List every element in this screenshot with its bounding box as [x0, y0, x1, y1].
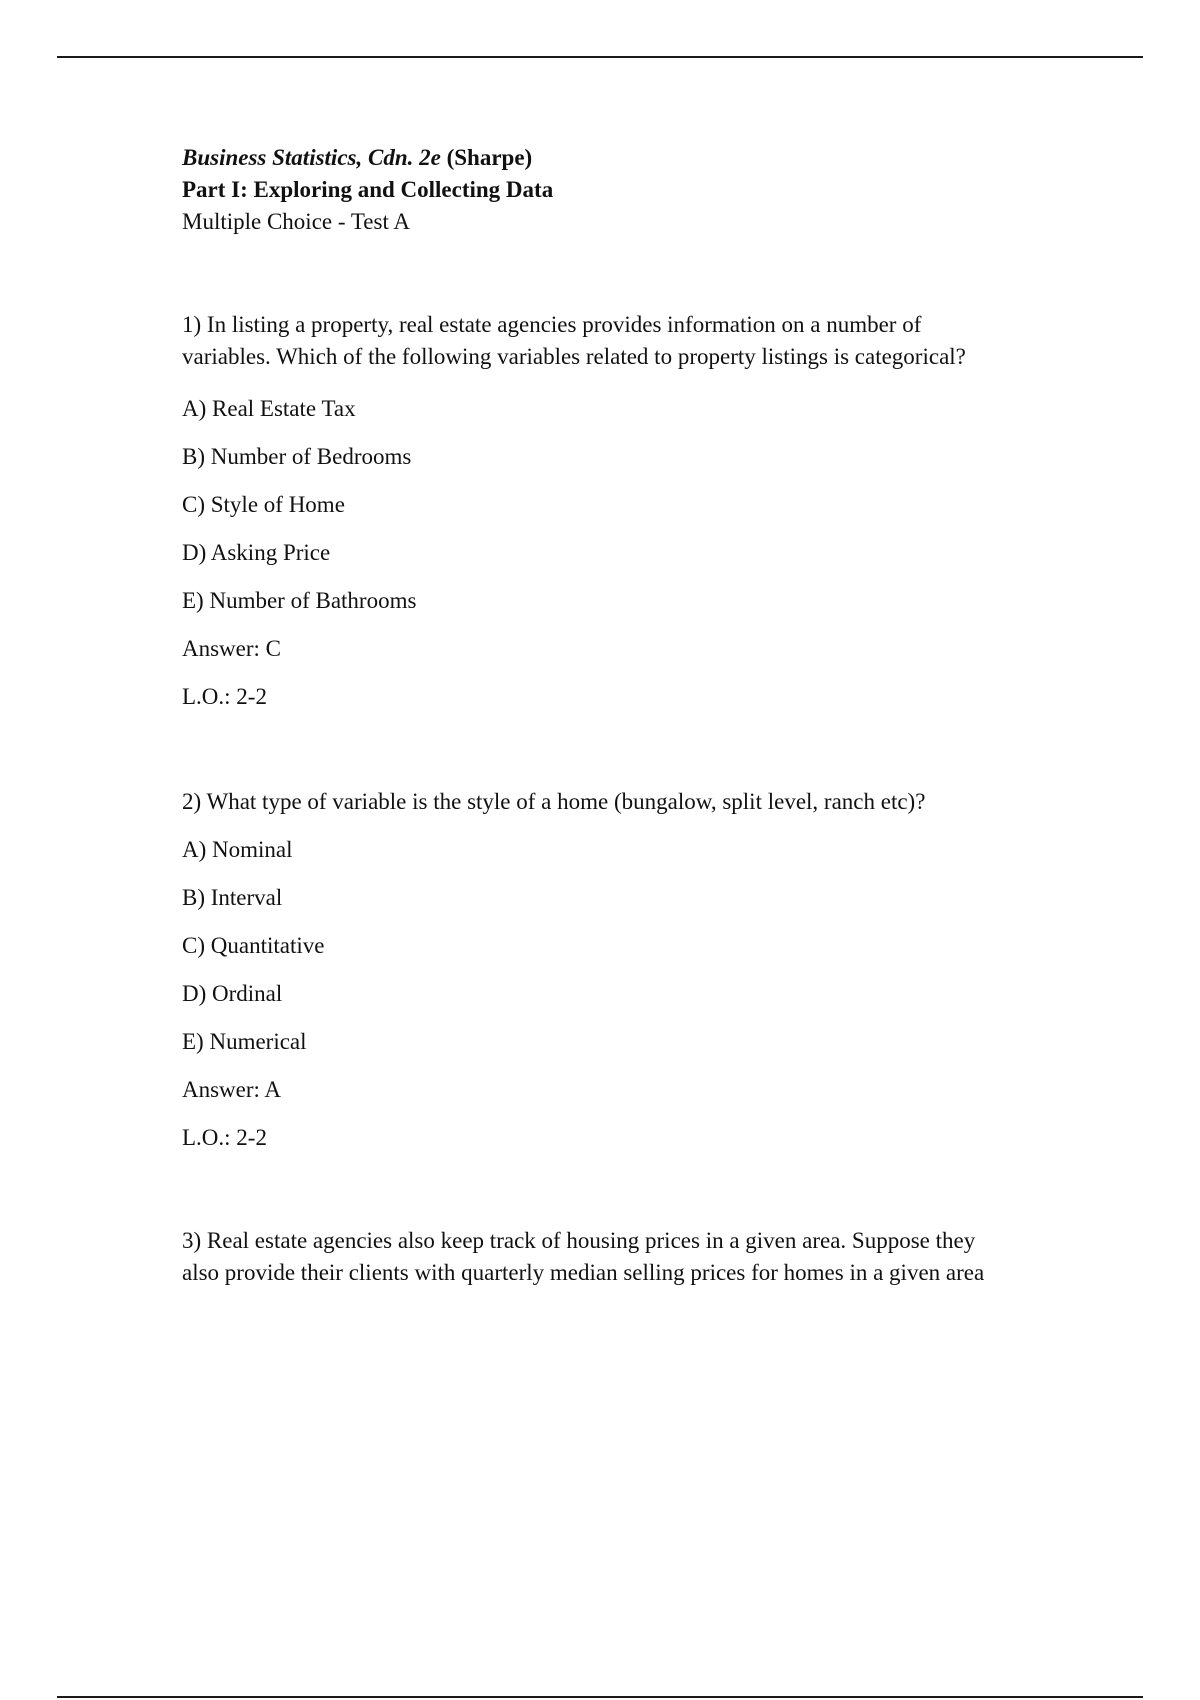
option-e: E) Number of Bathrooms	[182, 588, 417, 613]
section-heading: Multiple Choice - Test A	[182, 209, 410, 234]
option-b: B) Number of Bedrooms	[182, 444, 412, 469]
option-c: C) Style of Home	[182, 492, 345, 517]
book-title: Business Statistics, Cdn. 2e	[182, 145, 441, 170]
option-d: D) Ordinal	[182, 981, 283, 1006]
option-b: B) Interval	[182, 885, 283, 910]
question-stem: 3) Real estate agencies also keep track of housing prices in a given area. Suppose they	[182, 1228, 976, 1253]
question-2	[182, 786, 1082, 1154]
answer: Answer: C	[182, 636, 282, 661]
top-rule	[57, 56, 1143, 58]
question-stem: also provide their clients with quarterly median selling prices for homes in a given area	[182, 1260, 985, 1285]
answer: Answer: A	[182, 1077, 282, 1102]
question-stem: 1) In listing a property, real estate agencies provides information on a number of	[182, 312, 922, 337]
option-d: D) Asking Price	[182, 540, 331, 565]
question-stem: 2) What type of variable is the style of a home (bungalow, split level, ranch etc)?	[182, 789, 926, 814]
question-1	[182, 309, 1082, 713]
book-author: (Sharpe)	[446, 145, 533, 170]
option-e: E) Numerical	[182, 1029, 307, 1054]
document-body	[182, 142, 1082, 1289]
book-title-line	[182, 142, 1082, 174]
part-heading: Part I: Exploring and Collecting Data	[182, 177, 554, 202]
learning-objective: L.O.: 2-2	[182, 684, 267, 709]
question-3	[182, 1225, 1082, 1289]
option-c: C) Quantitative	[182, 933, 325, 958]
question-stem: variables. Which of the following variables related to property listings is categorical?	[182, 344, 966, 369]
option-a: A) Real Estate Tax	[182, 396, 356, 421]
option-a: A) Nominal	[182, 837, 293, 862]
learning-objective: L.O.: 2-2	[182, 1125, 267, 1150]
bottom-rule	[57, 1696, 1143, 1698]
